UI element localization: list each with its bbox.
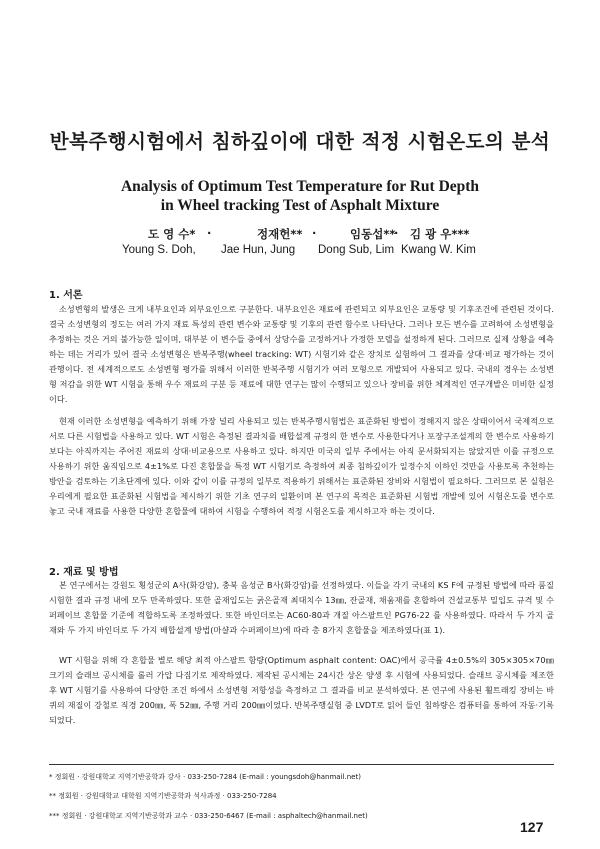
authors-korean xyxy=(0,226,600,242)
author-ko-4: 김 광 우*** xyxy=(410,227,470,241)
title-english-line-2: in Wheel tracking Test of Asphalt Mixture xyxy=(160,197,440,214)
author-separator: · xyxy=(207,226,212,240)
author-separator: · xyxy=(312,226,317,240)
title-english-line-1: Analysis of Optimum Test Temperature for Rut Depth xyxy=(120,178,480,195)
author-en-3: Dong Sub, Lim xyxy=(318,244,395,256)
author-ko-1: 도 영 수* xyxy=(148,227,196,241)
footnote-author-4: *** 정회원 · 강원대학교 지역기반공학과 교수 · 033-250-6467 (E-mail : asphaltech@hanmail.net) xyxy=(49,812,368,820)
page-number: 127 xyxy=(520,819,544,835)
body-paragraph: WT 시험을 위해 각 혼합물 별로 해당 최적 아스팔트 함량(Optimum asphalt content: OAC)에서 공극률 4±0.5%의 305×305×70㎜ 크기의 슬래브 공시체를 롤러 가압 다짐기로 제작하였다. 제작된 공시체는 24시간 상온 양생 후 시험에 사용되었다. 슬래브 공시체를 제조한 후 WT 시험기를 사용하여 다양한 조건 하에서 소성변형 저항성을 측정하고 그 결과를 비교 분석하였다. 본 연구에 사용된 휠트래킹 장비는 바퀴의 재질이 강철로 직경 200㎜, 폭 52㎜, 주행 거리 200㎜이었다. 반복주행실험 중 LVDT로 읽어 들인 침하량은 컴퓨터를 통하여 자동·기록되었다. xyxy=(49,655,554,725)
author-separator: · xyxy=(394,226,399,240)
paper-title-english xyxy=(0,177,600,215)
author-ko-3: 임동섭** xyxy=(350,227,396,241)
author-en-1: Young S. Doh, xyxy=(122,244,196,256)
authors-english xyxy=(0,244,600,260)
body-paragraph: 소성변형의 발생은 크게 내부요인과 외부요인으로 구분한다. 내부요인은 재료에 관련되고 외부요인은 교통량 및 기후조건에 관련된 것이다. 결국 소성변형의 정도는 여러 가지 재료 특성의 관련 변수와 교통량 및 기후의 관련 함수로 나타난다. 그러나 모든 변수를 고려하여 소성변형을 추정하는 것은 거의 불가능한 일이며, 대부분 이 변수들 중에서 상당수를 고정하거나 가정한 모델을 설정하게 된다. 그러므로 실제 상황을 예측하는 데는 거리가 있어 결국 소성변형은 반복주행(wheel tracking: WT) 시험기와 같은 장치로 실험하여 그 결과를 상대·비교 평가하는 것이 관행이다. 전 세계적으로도 소성변형 평가를 위해서 이러한 반복주행 시험기가 여러 모형으로 개발되어 사용되고 있다. 국내의 경우는 소성변형 저감을 위한 WT 시험을 통해 우수 재료의 구분 등 재료에 대한 연구는 많이 수행되고 있으나 장비를 위한 체계적인 연구개발은 미비한 실정이다. xyxy=(49,304,554,404)
paper-title-korean: 반복주행시험에서 침하깊이에 대한 적정 시험온도의 분석 xyxy=(49,130,551,153)
section-heading-materials-methods: 2. 재료 및 방법 xyxy=(49,567,119,578)
body-paragraph: 본 연구에서는 강원도 횡성군의 A사(화강암), 충북 음성군 B사(화강암)를 선정하였다. 이들을 각기 국내의 KS F에 규정된 방법에 따라 품질 시험한 결과 규정 내에 모두 만족하였다. 또한 골재입도는 굵은골재 최대치수 13㎜, 잔골재, 채움재를 혼합하여 건설교통부 밀입도 규격 및 수퍼페이브 혼합물 기준에 적합하도록 조정하였다. 또한 바인더로는 AC60-80과 개질 아스팔트인 PG76-22 를 사용하였다. 따라서 두 가지 골재와 두 가지 바인더로 두 가지 배합설계 방법(마샬과 수퍼페이브)에 따라 총 8가지 혼합물을 제조하였다(표 1). xyxy=(49,580,554,635)
footnote-author-1: * 정회원 · 강원대학교 지역기반공학과 강사 · 033-250-7284 (E-mail : youngsdoh@hanmail.net) xyxy=(49,773,361,781)
author-en-2: Jae Hun, Jung xyxy=(221,244,296,256)
section-heading-introduction: 1. 서론 xyxy=(49,290,83,301)
footnote-author-2-3: ** 정회원 · 강원대학교 대학원 지역기반공학과 석사과정 · 033-250-7284 xyxy=(49,792,277,800)
footnote-divider xyxy=(49,764,554,765)
body-paragraph: 현재 이러한 소성변형을 예측하기 위해 가장 널리 사용되고 있는 반복주행시험법은 표준화된 방법이 정해지지 않은 상태이어서 국제적으로 서로 다른 시험법을 사용하고 있다. WT 시험은 측정된 결과치를 배합설계 규정의 한 변수로 사용한다거나 포장구조설계의 한 변수로 사용하기보다는 아직까지는 주어진 재료의 상대·비교용으로 사용하고 있다. 하지만 미국의 일부 주에서는 아직 문서화되지는 않았지만 이를 규정으로 사용하기 위한 움직임으로 4±1%로 다진 혼합물을 특정 WT 시험기로 측정하여 최종 침하깊이가 일정수치 이하인 것만을 사용토록 추천하는 방안을 검토하는 기초단계에 있다. 이와 같이 이를 규정의 일부로 적용하기 위해서는 표준화된 장비와 시험법이 필요하다. 그러므로 본 실험은 우리에게 필요한 표준화된 시험법을 제시하기 위한 기초 연구의 일환이며 본 연구의 목적은 표준화된 시험법 개발에 있어 시험온도를 변수로 놓고 국내 재료를 사용한 다양한 혼합물에 대하여 시험을 수행하여 적정 시험온도를 제시하고자 하는 것이다. xyxy=(49,416,554,516)
author-ko-2: 정재헌** xyxy=(257,227,303,241)
author-en-4: Kwang W. Kim xyxy=(401,244,476,256)
